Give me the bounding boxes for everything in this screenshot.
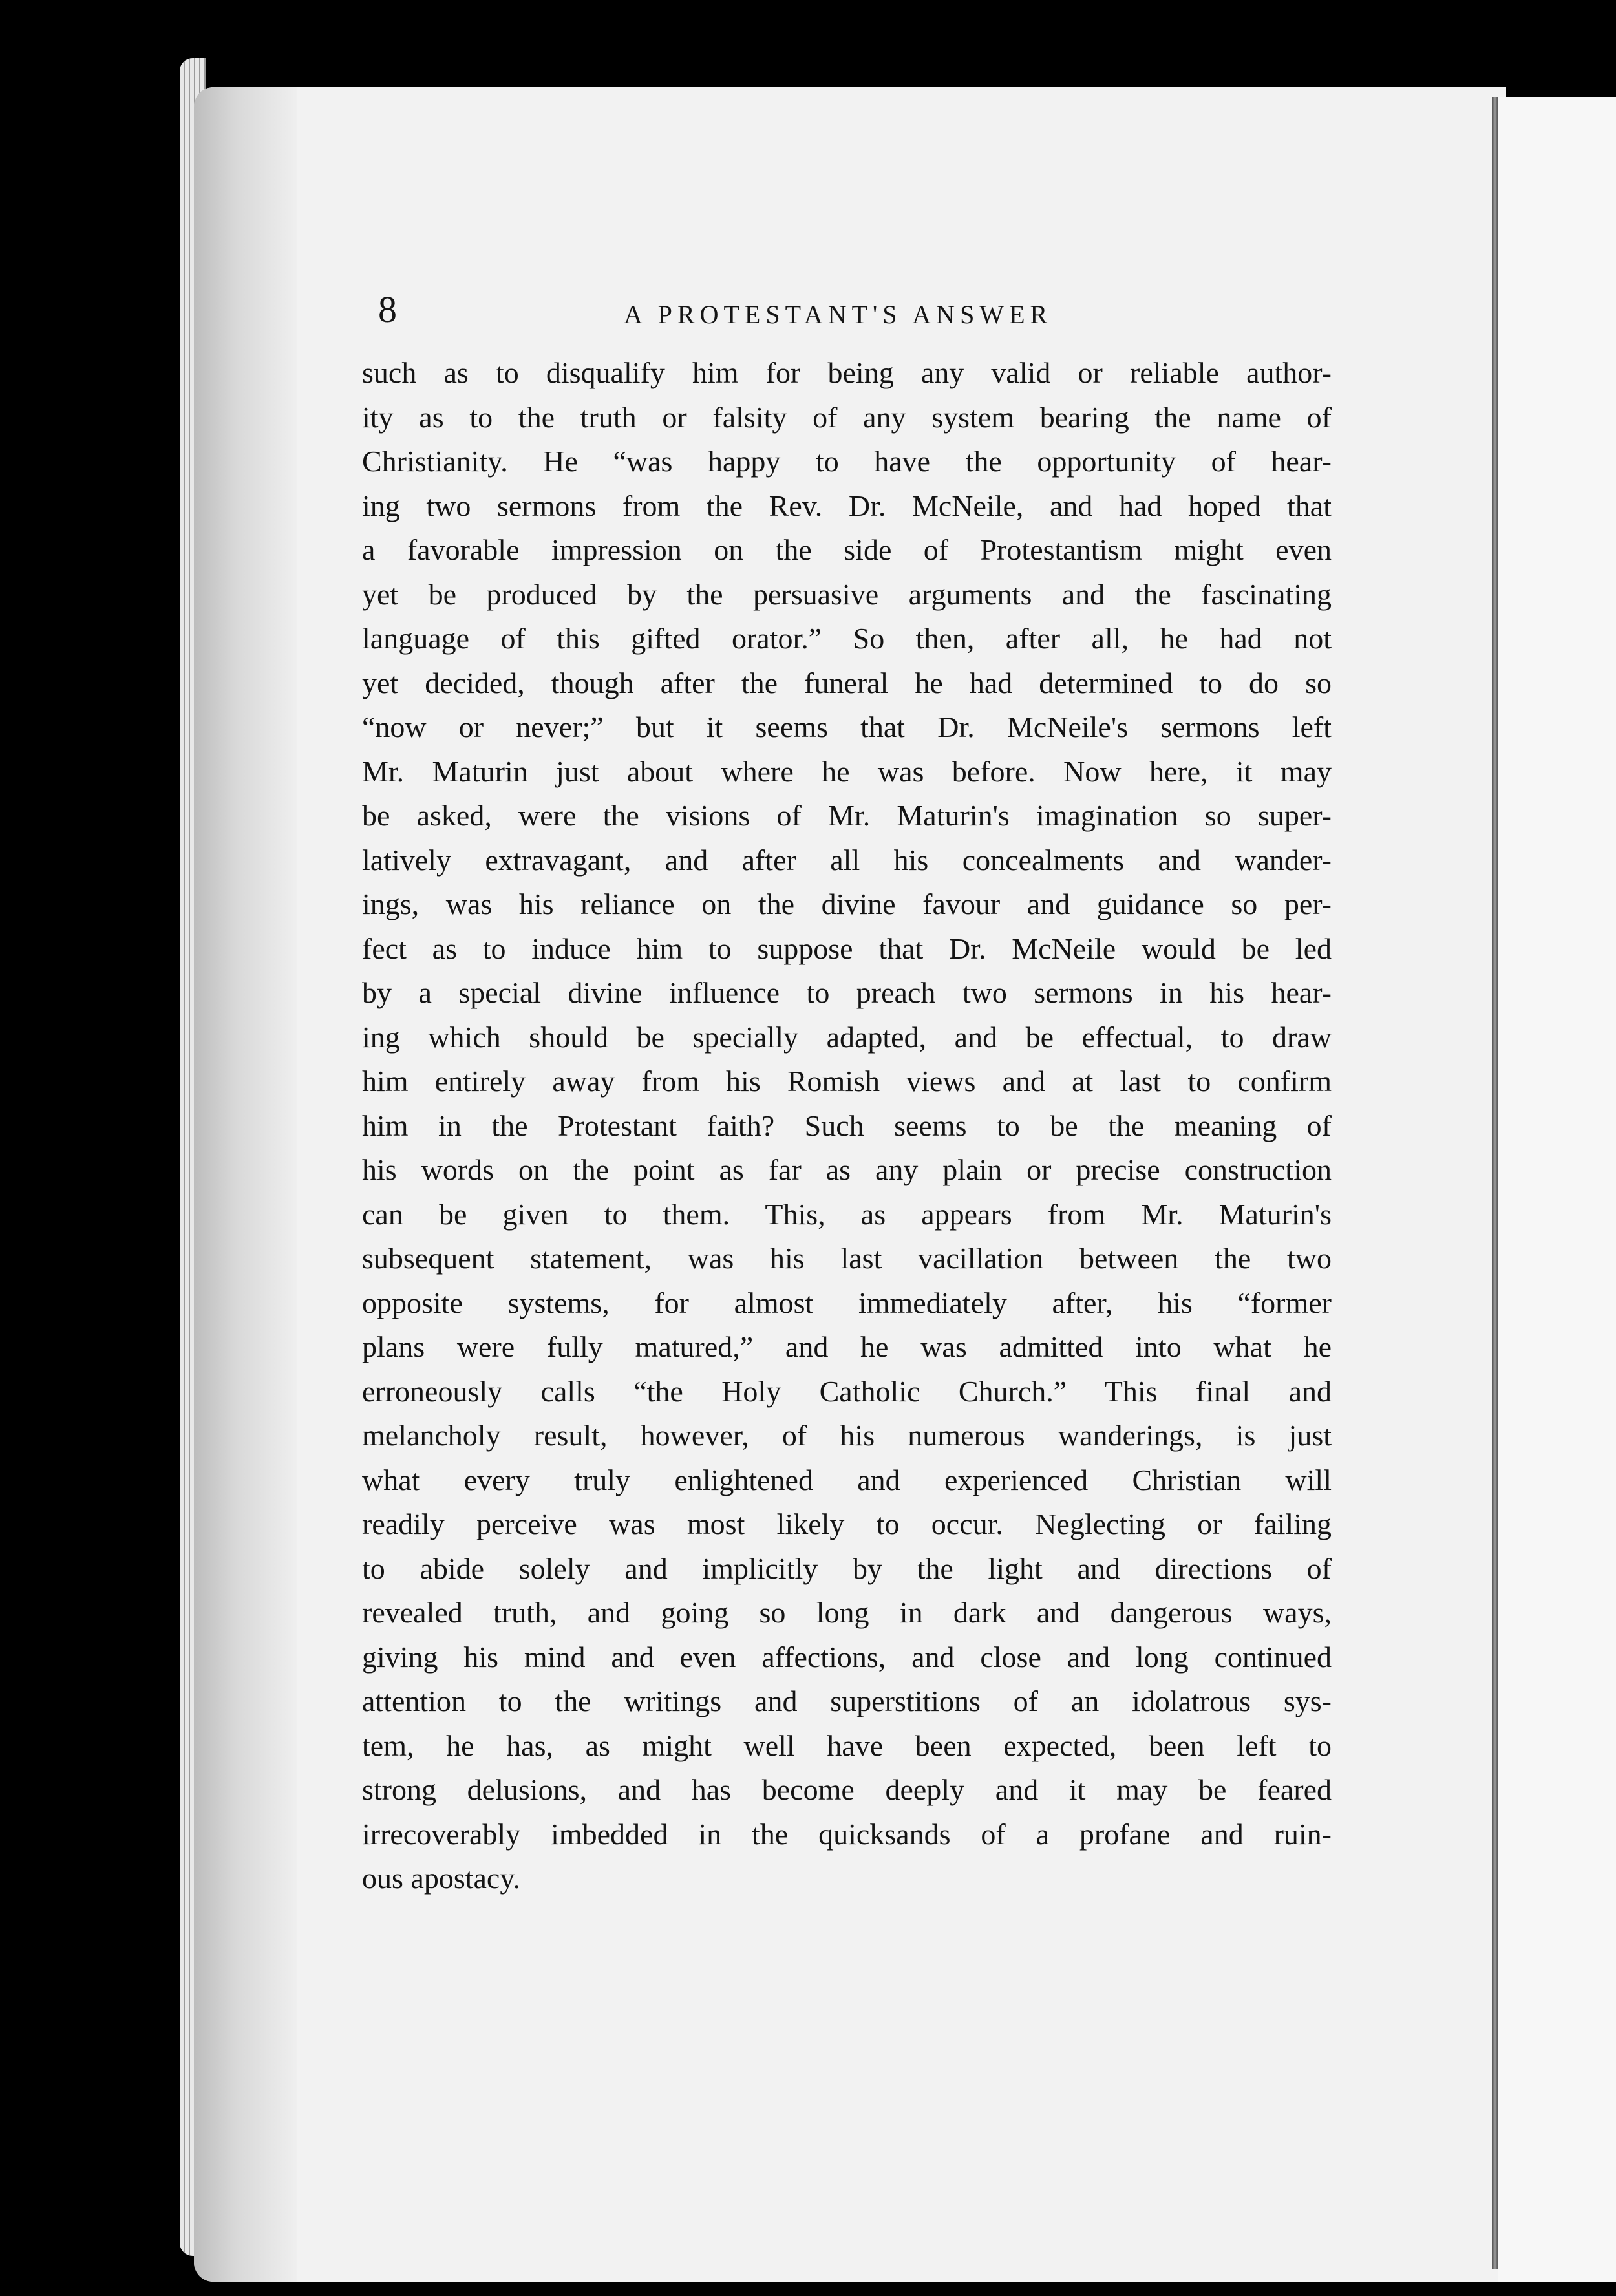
text-line: language of this gifted orator.” So then, after all, he had not	[362, 622, 1332, 655]
text-line: plans were fully matured,” and he was admitted into what he	[362, 1330, 1332, 1363]
text-line: ity as to the truth or falsity of any system bearing the name of	[362, 400, 1332, 434]
text-line-last: ous apostacy.	[362, 1862, 520, 1895]
text-line: subsequent statement, was his last vacillation between the two	[362, 1242, 1332, 1275]
text-line: giving his mind and even affections, and close and long continued	[362, 1640, 1332, 1674]
text-line: what every truly enlightened and experienced Christian will	[362, 1463, 1332, 1496]
text-line: ing which should be specially adapted, and be effectual, to draw	[362, 1020, 1332, 1054]
text-line: yet be produced by the persuasive arguments and the fascinating	[362, 577, 1332, 611]
text-line: melancholy result, however, of his numerous wanderings, is just	[362, 1419, 1332, 1452]
text-line: be asked, were the visions of Mr. Maturin's imagination so super-	[362, 799, 1332, 832]
text-line: him entirely away from his Romish views and at last to confirm	[362, 1065, 1332, 1098]
text-line: him in the Protestant faith? Such seems to be the meaning of	[362, 1109, 1332, 1142]
text-line: by a special divine influence to preach two sermons in his hear-	[362, 976, 1332, 1009]
text-line: readily perceive was most likely to occur. Neglecting or failing	[362, 1507, 1332, 1540]
text-line: such as to disqualify him for being any valid or reliable author-	[362, 356, 1332, 389]
text-line: to abide solely and implicitly by the light and directions of	[362, 1551, 1332, 1585]
page-gutter-shadow	[194, 87, 297, 2282]
text-line: Mr. Maturin just about where he was before. Now here, it may	[362, 754, 1332, 788]
text-line: Christianity. He “was happy to have the opportunity of hear-	[362, 445, 1332, 478]
page-header	[378, 288, 1315, 333]
text-line: yet decided, though after the funeral he had determined to do so	[362, 666, 1332, 699]
text-line: latively extravagant, and after all his concealments and wander-	[362, 843, 1332, 877]
body-text	[362, 351, 1332, 1901]
text-line: a favorable impression on the side of Protestantism might even	[362, 533, 1332, 566]
text-line: attention to the writings and superstitions of an idolatrous sys-	[362, 1685, 1332, 1717]
text-line: irrecoverably imbedded in the quicksands of a profane and ruin-	[362, 1817, 1332, 1851]
text-line: ings, was his reliance on the divine favour and guidance so per-	[362, 888, 1332, 920]
adjacent-page-strip	[1498, 97, 1616, 2282]
text-line: can be given to them. This, as appears from Mr. Maturin's	[362, 1197, 1332, 1231]
text-line: fect as to induce him to suppose that Dr. McNeile would be led	[362, 931, 1332, 965]
text-line: tem, he has, as might well have been expected, been left to	[362, 1728, 1332, 1762]
text-line: erroneously calls “the Holy Catholic Church.” This final and	[362, 1374, 1332, 1408]
page-fold-line	[1492, 97, 1498, 2269]
text-line: his words on the point as far as any plain or precise construction	[362, 1153, 1332, 1186]
running-head: A PROTESTANT'S ANSWER	[624, 300, 1053, 329]
text-line: ing two sermons from the Rev. Dr. McNeile, and had hoped that	[362, 489, 1332, 522]
text-line: strong delusions, and has become deeply and it may be feared	[362, 1773, 1332, 1806]
text-line: revealed truth, and going so long in dark and dangerous ways,	[362, 1596, 1332, 1629]
text-line: opposite systems, for almost immediately after, his “former	[362, 1286, 1332, 1319]
page-number: 8	[378, 288, 397, 330]
text-line: “now or never;” but it seems that Dr. McNeile's sermons left	[362, 710, 1332, 743]
